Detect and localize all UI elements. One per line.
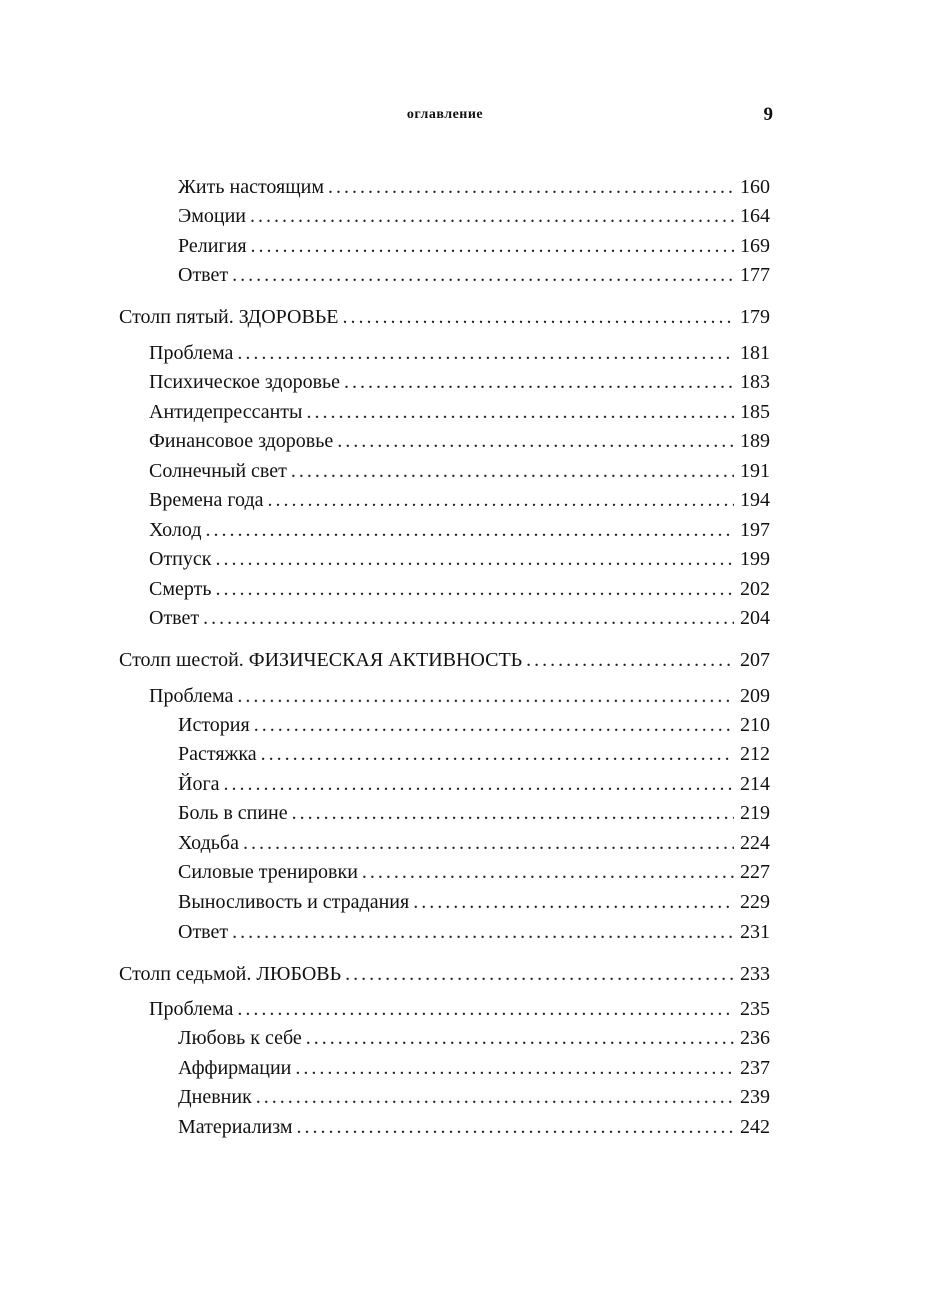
toc-entry-title: Антидепрессанты xyxy=(149,401,303,423)
toc-entry-page: 204 xyxy=(740,607,770,629)
toc-entry-page: 239 xyxy=(740,1086,770,1108)
dot-leader xyxy=(291,457,734,485)
toc-entry xyxy=(178,829,770,857)
toc-entry xyxy=(178,232,770,260)
dot-leader xyxy=(215,575,734,603)
toc-entry-page: 233 xyxy=(740,963,770,985)
toc-entry-page: 224 xyxy=(740,832,770,854)
toc-entry-page: 236 xyxy=(740,1027,770,1049)
toc-entry-page: 183 xyxy=(740,371,770,393)
toc-entry xyxy=(178,1024,770,1052)
toc-entry xyxy=(178,888,770,916)
toc-entry xyxy=(149,516,770,544)
toc-entry xyxy=(149,398,770,426)
toc-entry-page: 214 xyxy=(740,773,770,795)
toc-entry-title: Отпуск xyxy=(149,548,212,570)
toc-entry-title: Времена года xyxy=(149,489,264,511)
toc-entry xyxy=(178,858,770,886)
toc-entry-page: 231 xyxy=(740,921,770,943)
dot-leader xyxy=(232,261,734,289)
toc-entry xyxy=(149,486,770,514)
toc-entry-page: 227 xyxy=(740,861,770,883)
dot-leader xyxy=(306,1024,734,1052)
toc-entry xyxy=(149,995,770,1023)
toc-entry xyxy=(149,427,770,455)
dot-leader xyxy=(344,368,734,396)
toc-entry-page: 199 xyxy=(740,548,770,570)
toc-entry-title: Силовые тренировки xyxy=(178,861,358,883)
toc-entry-title: Материализм xyxy=(178,1116,293,1138)
toc-entry xyxy=(178,1083,770,1111)
toc-entry-page: 202 xyxy=(740,578,770,600)
toc-entry xyxy=(149,339,770,367)
toc-entry-title: Жить настоящим xyxy=(178,176,324,198)
dot-leader xyxy=(203,604,734,632)
toc-entry xyxy=(149,604,770,632)
toc-entry-page: 177 xyxy=(740,264,770,286)
dot-leader xyxy=(295,1054,734,1082)
toc-chapter-entry xyxy=(119,960,770,988)
toc-entry-title: Ответ xyxy=(178,921,229,943)
toc-entry-title: Холод xyxy=(149,519,202,541)
toc-entry-title: Выносливость и страдания xyxy=(178,891,410,913)
toc-entry-page: 160 xyxy=(740,176,770,198)
toc-entry xyxy=(178,740,770,768)
toc-entry-title: Йога xyxy=(178,773,220,795)
toc-entry-page: 212 xyxy=(740,743,770,765)
toc-entry-title: Религия xyxy=(178,235,247,257)
toc-entry xyxy=(178,799,770,827)
dot-leader xyxy=(343,303,735,331)
toc-entry xyxy=(149,368,770,396)
toc-entry-title: Боль в спине xyxy=(178,802,288,824)
toc-entry xyxy=(178,1113,770,1141)
running-head-title: оглавление xyxy=(406,107,484,122)
toc-entry-page: 191 xyxy=(740,460,770,482)
toc-entry-title: Столп шестой. ФИЗИЧЕСКАЯ АКТИВНОСТЬ xyxy=(119,649,523,671)
toc-entry-title: Психическое здоровье xyxy=(149,371,341,393)
toc-entry xyxy=(178,261,770,289)
dot-leader xyxy=(232,918,734,946)
toc-entry-title: Ходьба xyxy=(178,832,239,854)
dot-leader xyxy=(243,829,734,857)
dot-leader xyxy=(206,516,735,544)
dot-leader xyxy=(237,339,734,367)
toc-entry-page: 189 xyxy=(740,430,770,452)
toc-entry-page: 179 xyxy=(740,306,770,328)
toc-entry-page: 219 xyxy=(740,802,770,824)
dot-leader xyxy=(268,486,734,514)
toc-entry-title: Солнечный свет xyxy=(149,460,287,482)
toc-entry-title: Финансовое здоровье xyxy=(149,430,334,452)
toc-entry-page: 235 xyxy=(740,998,770,1020)
toc-entry-title: История xyxy=(178,714,250,736)
toc-entry-page: 229 xyxy=(740,891,770,913)
dot-leader xyxy=(328,173,734,201)
toc-entry-page: 185 xyxy=(740,401,770,423)
toc-entry-title: Растяжка xyxy=(178,743,257,765)
toc-entry xyxy=(178,918,770,946)
dot-leader xyxy=(296,1113,734,1141)
dot-leader xyxy=(526,646,734,674)
toc-entry-page: 197 xyxy=(740,519,770,541)
toc-chapter-entry xyxy=(119,303,770,331)
toc-entry-title: Любовь к себе xyxy=(178,1027,302,1049)
toc-entry xyxy=(149,575,770,603)
dot-leader xyxy=(362,858,734,886)
toc-entry-title: Смерть xyxy=(149,578,212,600)
dot-leader xyxy=(261,740,734,768)
toc-entry xyxy=(149,545,770,573)
toc-entry-page: 210 xyxy=(740,714,770,736)
toc-entry xyxy=(178,770,770,798)
toc-entry xyxy=(149,682,770,710)
dot-leader xyxy=(237,682,734,710)
dot-leader xyxy=(251,232,734,260)
dot-leader xyxy=(337,427,734,455)
toc-entry-page: 237 xyxy=(740,1057,770,1079)
dot-leader xyxy=(254,711,734,739)
toc-entry xyxy=(178,202,770,230)
toc-entry-page: 164 xyxy=(740,205,770,227)
toc-entry-title: Ответ xyxy=(149,607,200,629)
toc-entry xyxy=(178,711,770,739)
toc-entry xyxy=(178,1054,770,1082)
toc-entry-title: Столп седьмой. ЛЮБОВЬ xyxy=(119,963,342,985)
toc-entry-title: Ответ xyxy=(178,264,229,286)
dot-leader xyxy=(413,888,734,916)
toc-entry-page: 169 xyxy=(740,235,770,257)
dot-leader xyxy=(306,398,734,426)
toc-entry-title: Столп пятый. ЗДОРОВЬЕ xyxy=(119,306,339,328)
toc-entry-page: 207 xyxy=(740,649,770,671)
toc-entry-title: Проблема xyxy=(149,998,234,1020)
dot-leader xyxy=(345,960,734,988)
toc-entry-title: Проблема xyxy=(149,685,234,707)
toc-entry-title: Аффирмации xyxy=(178,1057,292,1079)
toc-entry xyxy=(178,173,770,201)
dot-leader xyxy=(215,545,734,573)
toc-entry-page: 242 xyxy=(740,1116,770,1138)
running-head xyxy=(0,103,927,127)
toc-entry-title: Дневник xyxy=(178,1086,252,1108)
toc-entry-title: Эмоции xyxy=(178,205,246,227)
toc-entry-title: Проблема xyxy=(149,342,234,364)
toc-entry-page: 181 xyxy=(740,342,770,364)
toc-chapter-entry xyxy=(119,646,770,674)
dot-leader xyxy=(292,799,734,827)
toc-entry-page: 209 xyxy=(740,685,770,707)
toc-entry-page: 194 xyxy=(740,489,770,511)
page-number: 9 xyxy=(763,104,773,125)
dot-leader xyxy=(237,995,734,1023)
dot-leader xyxy=(224,770,734,798)
dot-leader xyxy=(256,1083,734,1111)
dot-leader xyxy=(250,202,734,230)
toc-entry xyxy=(149,457,770,485)
